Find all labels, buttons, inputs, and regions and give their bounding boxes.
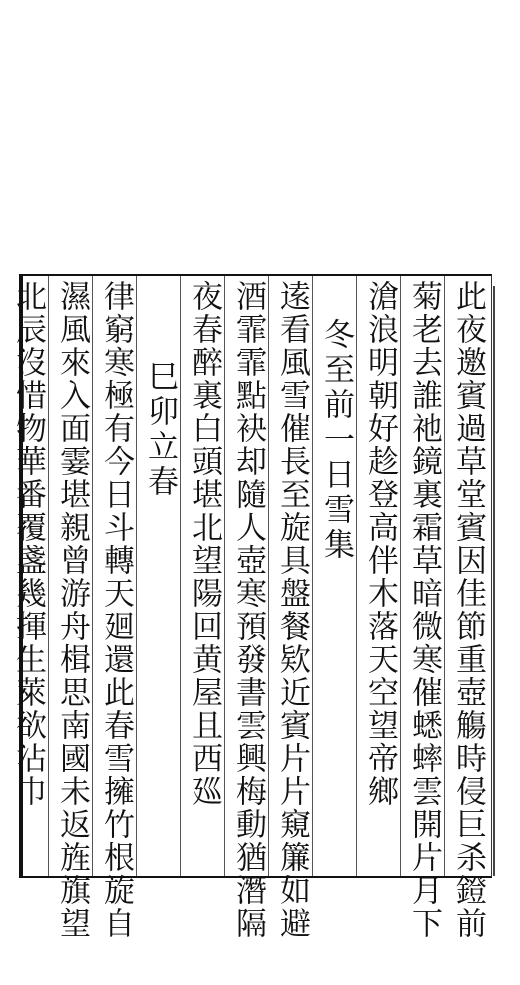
column-rule: [356, 276, 357, 876]
column-rule: [136, 276, 137, 876]
text-column-6: 酒霏霏點袂却隨人壺寒預發書雲興梅動猶潛隔: [230, 280, 266, 940]
column-rule: [180, 276, 181, 876]
poem-title-winter-solstice: 冬至前一日雪集: [318, 318, 354, 563]
column-rule: [224, 276, 225, 876]
text-column-10: 濕風來入面霎堪親曾游舟楫思南國未返旌旗望: [54, 280, 90, 940]
text-column-1: 此夜邀賓過草堂賓因佳節重壺觴時侵巨杀鐙前: [450, 280, 486, 940]
text-column-9: 律窮寒極有今日斗轉天廻還此春雪擁竹根旋自: [98, 280, 134, 940]
column-rule: [444, 276, 445, 876]
column-rule: [312, 276, 313, 876]
text-column-2: 菊老去誰祂鏡裏霜草暗微寒催蟋蟀雲開片月下: [406, 280, 442, 940]
column-rule: [48, 276, 49, 876]
text-column-7: 夜春醉裏白頭堪北望陽回黄屋且西廵: [186, 280, 222, 808]
text-column-11: 北辰沒惜物華番覆盞幾揮生萊欲沾巾: [10, 280, 46, 808]
column-rule: [400, 276, 401, 876]
page-frame: [10, 274, 492, 940]
column-rule: [268, 276, 269, 876]
poem-title-spring: 巳卯立春: [142, 360, 178, 500]
text-column-5: 逺看風雪催長至旋具盤餐欵近賓片片窺簾如避: [274, 280, 310, 940]
column-rule: [92, 276, 93, 876]
outer-border-rule: [493, 286, 495, 876]
text-column-3: 滄浪明朝好趁登高伴木落天空望帝鄉: [362, 280, 398, 808]
